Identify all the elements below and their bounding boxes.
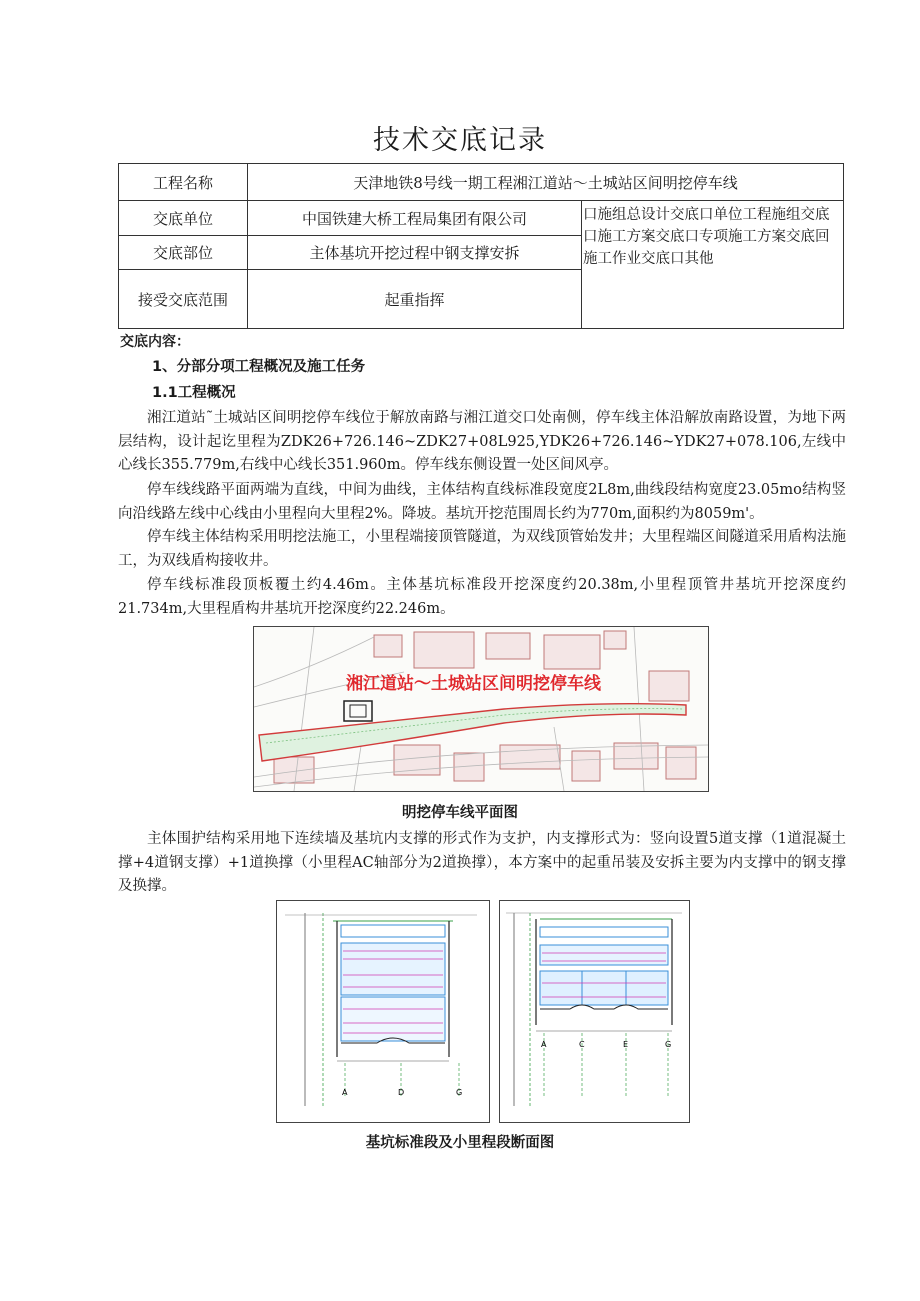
options-line-1: 口施组总设计交底口单位工程施组交底: [583, 207, 830, 223]
axis-g-right: G: [665, 1040, 672, 1049]
info-table: [118, 163, 844, 329]
plan-map-drawing: [254, 627, 708, 791]
page-title: 技术交底记录: [373, 125, 547, 156]
paragraph-2: 停车线线路平面两端为直线，中间为曲线，主体结构直线标准段宽度2L8m,曲线段结构宽度23.05mo结构竖向沿线路左线中心线由小里程向大里程2%。降坡。基坑开挖范围周长约为770m,面积约为8059m'。: [118, 482, 846, 522]
unit-value: 中国铁建大桥工程局集团有限公司: [248, 201, 582, 236]
part-label: 交底部位: [119, 236, 248, 270]
scope-label: 接受交底范围: [119, 270, 248, 329]
scope-value: 起重指挥: [248, 270, 582, 329]
figure-1-caption: 明挖停车线平面图: [402, 805, 518, 821]
axis-a-left: A: [342, 1088, 348, 1097]
paragraph-5: 主体围护结构采用地下连续墙及基坑内支撑的形式作为支护，内支撑形式为：竖向设置5道支撑（1道混凝土撑+4道钢支撑）+1道换撑（小里程AC轴部分为2道换撑），本方案中的起重吊装及安拆主要为内支撑中的钢支撑及换撑。: [118, 831, 846, 894]
content-label: 交底内容：: [120, 334, 190, 350]
axis-g-left: G: [456, 1088, 463, 1097]
section-right-svg: [500, 901, 689, 1122]
section-1-1-heading: 1.1工程概况: [152, 385, 236, 401]
options-line-2: 口施工方案交底口专项施工方案交底回: [583, 229, 830, 245]
section-drawing-left: [276, 900, 490, 1123]
axis-d-left: D: [398, 1088, 405, 1097]
section-drawing-right: [499, 900, 690, 1123]
section-1-heading: 1、分部分项工程概况及施工任务: [152, 359, 366, 375]
section-left-svg: [277, 901, 489, 1122]
paragraph-4: 停车线标准段顶板覆土约4.46m。主体基坑标准段开挖深度约20.38m,小里程顶管井基坑开挖深度约21.734m,大里程盾构井基坑开挖深度约22.246m。: [118, 577, 846, 617]
project-name-label: 工程名称: [119, 164, 248, 201]
axis-e-right: E: [623, 1040, 629, 1049]
unit-label: 交底单位: [119, 201, 248, 236]
paragraph-3: 停车线主体结构采用明挖法施工，小里程端接顶管隧道，为双线顶管始发井；大里程端区间隧道采用盾构法施工，为双线盾构接收井。: [118, 529, 846, 569]
options-cell: [582, 201, 844, 329]
axis-c-right: C: [579, 1040, 585, 1049]
axis-a-right: A: [541, 1040, 547, 1049]
part-value: 主体基坑开挖过程中钢支撑安拆: [248, 236, 582, 270]
plan-map-figure: [253, 626, 709, 792]
map-label: 湘江道站～土城站区间明挖停车线: [346, 674, 601, 693]
options-line-3: 施工作业交底口其他: [583, 251, 714, 267]
paragraph-1: 湘江道站˜土城站区间明挖停车线位于解放南路与湘江道交口处南侧，停车线主体沿解放南路设置，为地下两层结构，设计起讫里程为ZDK26+726.146~ZDK27+08L925,YDK26+726.146~YDK27+078.106,左线中心线长355.779m,右线中心线长351.960m。停车线东侧设置一处区间风亭。: [118, 410, 846, 473]
project-name-value: 天津地铁8号线一期工程湘江道站～土城站区间明挖停车线: [248, 164, 844, 201]
figure-2-caption: 基坑标准段及小里程段断面图: [365, 1135, 555, 1151]
